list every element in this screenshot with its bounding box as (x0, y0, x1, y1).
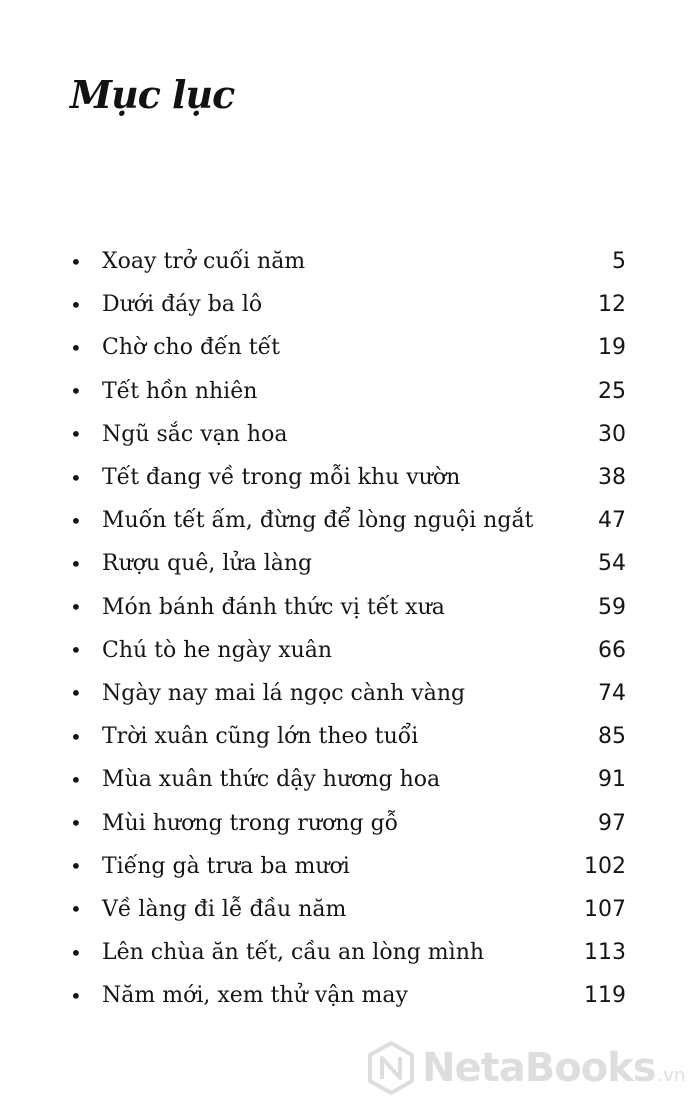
toc-entry (66, 283, 626, 326)
watermark (366, 1040, 685, 1096)
toc-entry-title: Trời xuân cũng lớn theo tuổi (102, 724, 419, 750)
toc-entry (66, 586, 626, 629)
toc-entry-title: Tiếng gà trưa ba mươi (102, 853, 350, 879)
toc-entry-page-number: 119 (584, 983, 626, 1009)
bullet-icon: • (70, 292, 82, 317)
toc-entry (66, 801, 626, 844)
toc-entry-page-number: 47 (598, 508, 626, 534)
toc-entry-page-number: 107 (584, 896, 626, 922)
toc-entry-title: Xoay trở cuối năm (102, 249, 306, 275)
toc-entry-title: Rượu quê, lửa làng (102, 551, 313, 577)
toc-entry (66, 845, 626, 888)
toc-entry-title: Món bánh đánh thức vị tết xưa (102, 594, 445, 620)
toc-entry-title: Năm mới, xem thử vận may (102, 983, 408, 1009)
toc-entry-page-number: 113 (584, 940, 626, 966)
bullet-icon: • (70, 767, 82, 792)
toc-entry (66, 931, 626, 974)
toc-entry-page-number: 97 (598, 810, 626, 836)
bullet-icon: • (70, 724, 82, 749)
toc-entry (66, 326, 626, 369)
toc-entry-title: Mùi hương trong rương gỗ (102, 810, 399, 836)
toc-entry-page-number: 12 (598, 292, 626, 318)
toc-entry (66, 888, 626, 931)
bullet-icon: • (70, 551, 82, 576)
toc-entry-page-number: 66 (598, 637, 626, 663)
watermark-brand: NetaBooks (422, 1045, 656, 1091)
toc-entry (66, 715, 626, 758)
bullet-icon: • (70, 897, 82, 922)
bullet-icon: • (70, 249, 82, 274)
toc-entry-title: Muốn tết ấm, đừng để lòng nguội ngắt (102, 508, 534, 534)
toc-entry (66, 629, 626, 672)
bullet-icon: • (70, 854, 82, 879)
toc-entry-page-number: 91 (598, 767, 626, 793)
toc-entry-page-number: 85 (598, 724, 626, 750)
toc-entry-title: Về làng đi lễ đầu năm (102, 896, 347, 922)
toc-entry (66, 758, 626, 801)
bullet-icon: • (70, 465, 82, 490)
toc-entry (66, 240, 626, 283)
watermark-suffix: .vn (657, 1064, 686, 1086)
toc-entry-title: Ngày nay mai lá ngọc cành vàng (102, 680, 466, 706)
toc-entry-page-number: 102 (584, 853, 626, 879)
page-title: Mục lục (70, 72, 235, 117)
bullet-icon: • (70, 983, 82, 1008)
toc-entry (66, 499, 626, 542)
toc-entry-page-number: 54 (598, 551, 626, 577)
toc-entry-title: Mùa xuân thức dậy hương hoa (102, 767, 441, 793)
toc-entry-page-number: 74 (598, 680, 626, 706)
toc-entry-title: Tết đang về trong mỗi khu vườn (102, 465, 461, 491)
bullet-icon: • (70, 595, 82, 620)
toc-entry-title: Ngũ sắc vạn hoa (102, 421, 288, 447)
bullet-icon: • (70, 638, 82, 663)
bullet-icon: • (70, 940, 82, 965)
toc-entry (66, 974, 626, 1017)
bullet-icon: • (70, 422, 82, 447)
toc-entry (66, 413, 626, 456)
bullet-icon: • (70, 508, 82, 533)
netabooks-logo-icon (366, 1040, 416, 1096)
toc-entry (66, 370, 626, 413)
toc-entry (66, 672, 626, 715)
toc-entry-page-number: 59 (598, 594, 626, 620)
toc-entry (66, 542, 626, 585)
toc-entry-title: Chờ cho đến tết (102, 335, 280, 361)
toc-entry-page-number: 19 (598, 335, 626, 361)
bullet-icon: • (70, 335, 82, 360)
toc-entry-page-number: 38 (598, 465, 626, 491)
bullet-icon: • (70, 379, 82, 404)
table-of-contents (66, 240, 626, 1017)
toc-entry-page-number: 25 (598, 378, 626, 404)
toc-entry-title: Lên chùa ăn tết, cầu an lòng mình (102, 940, 485, 966)
toc-entry-page-number: 5 (612, 249, 626, 275)
toc-entry-title: Chú tò he ngày xuân (102, 637, 333, 663)
toc-entry (66, 456, 626, 499)
toc-entry-title: Tết hồn nhiên (102, 378, 258, 404)
bullet-icon: • (70, 811, 82, 836)
toc-entry-page-number: 30 (598, 421, 626, 447)
bullet-icon: • (70, 681, 82, 706)
toc-entry-title: Dưới đáy ba lô (102, 292, 263, 318)
